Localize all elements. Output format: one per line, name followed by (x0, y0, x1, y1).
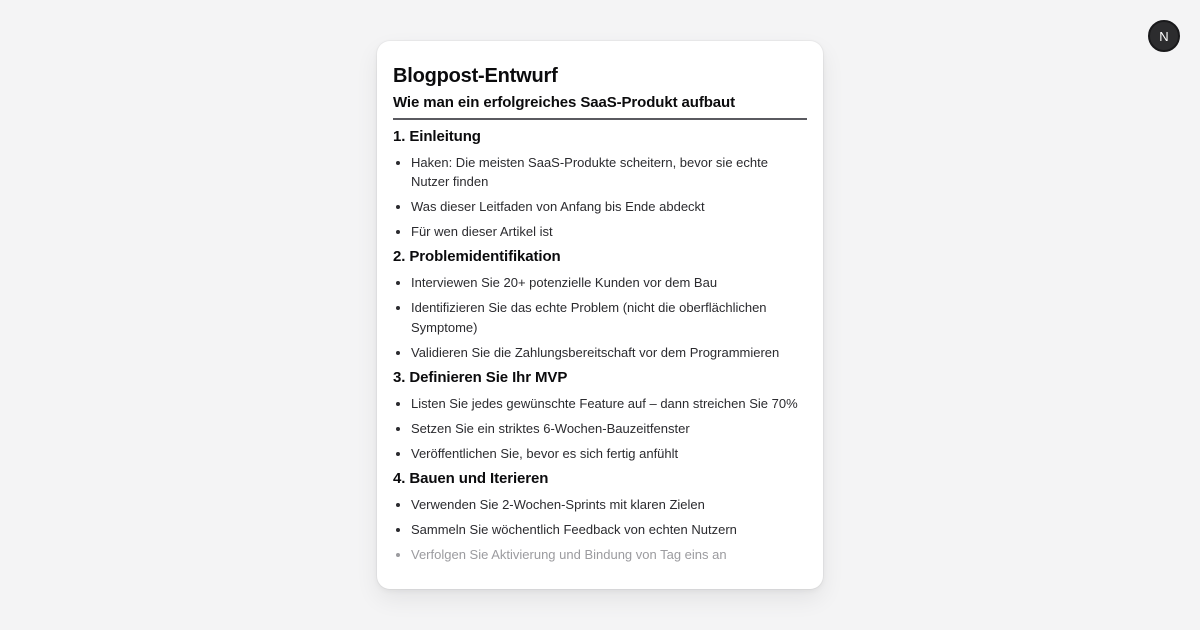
bullet-item: • Setzen Sie ein striktes 6-Wochen-Bauzeitfenster (411, 419, 807, 439)
section-heading: 2. Problemidentifikation (393, 248, 561, 266)
section-heading: 4. Bauen und Iterieren (393, 469, 549, 487)
section-bullet-list (393, 153, 807, 242)
bullet-item: • Für wen dieser Artikel ist (411, 222, 807, 242)
section-bullet-list (393, 495, 807, 565)
bullet-item: • Interviewen Sie 20+ potenzielle Kunden vor dem Bau (411, 273, 807, 293)
divider-rule (393, 118, 807, 120)
profile-avatar[interactable] (1148, 20, 1180, 52)
blogpost-draft-card (377, 41, 823, 589)
bullet-item: • Haken: Die meisten SaaS-Produkte scheitern, bevor sie echte Nutzer finden (411, 153, 807, 192)
card-subtitle: Wie man ein erfolgreiches SaaS-Produkt aufbaut (393, 94, 736, 111)
bullet-item: • Was dieser Leitfaden von Anfang bis Ende abdeckt (411, 197, 807, 217)
avatar-initial: N (1159, 28, 1169, 44)
section-heading: 1. Einleitung (393, 127, 481, 145)
bullet-item: • Verwenden Sie 2-Wochen-Sprints mit klaren Zielen (411, 495, 807, 515)
bullet-item: • Sammeln Sie wöchentlich Feedback von echten Nutzern (411, 520, 807, 540)
outline-section-mvp (393, 368, 807, 464)
bullet-item: • Validieren Sie die Zahlungsbereitschaft vor dem Programmieren (411, 343, 807, 363)
outline-section-bauen-iterieren (393, 469, 807, 565)
bullet-item: • Listen Sie jedes gewünschte Feature auf – dann streichen Sie 70% (411, 394, 807, 414)
section-bullet-list (393, 273, 807, 362)
outline-section-einleitung (393, 127, 807, 242)
bullet-item-faded: • Verfolgen Sie Aktivierung und Bindung von Tag eins an (411, 545, 807, 565)
outline-section-problemidentifikation (393, 247, 807, 362)
bullet-item: • Identifizieren Sie das echte Problem (nicht die oberflächlichen Symptome) (411, 298, 807, 337)
bullet-item: • Veröffentlichen Sie, bevor es sich fertig anfühlt (411, 444, 807, 464)
card-title: Blogpost-Entwurf (393, 65, 558, 87)
section-heading: 3. Definieren Sie Ihr MVP (393, 368, 568, 386)
section-bullet-list (393, 394, 807, 464)
